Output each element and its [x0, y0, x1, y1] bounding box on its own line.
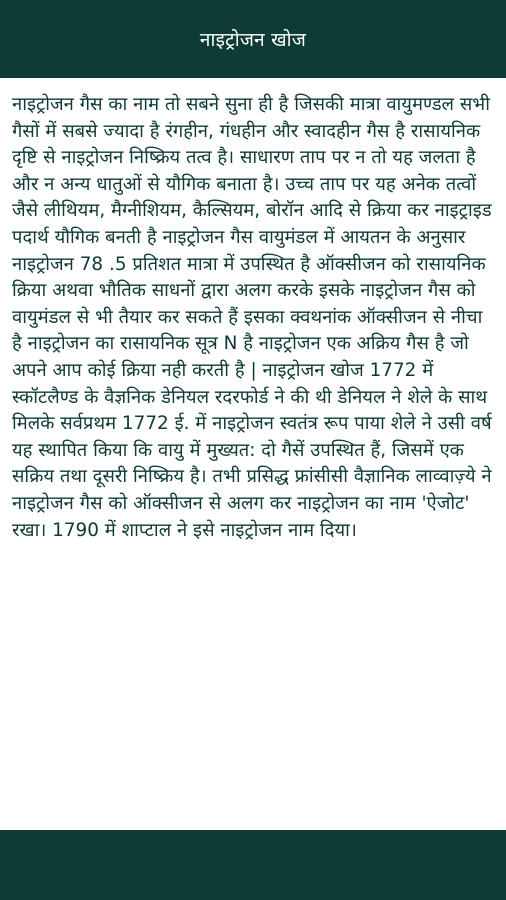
article-content[interactable] [0, 78, 506, 830]
bottom-bar [0, 830, 506, 900]
article-body: नाइट्रोजन गैस का नाम तो सबने सुना ही है जिसकी मात्रा वायुमण्डल सभी गैसों में सबसे ज्यादा है रंगहीन, गंधहीन और स्वादहीन गैस है रासायनिक दृष्टि से नाइट्रोजन निष्क्रिय तत्व है। साधारण ताप पर न तो यह जलता है और न अन्य धातुओं से यौगिक बनाता है। उच्च ताप पर यह अनेक तत्वों जैसे लीथियम, मैग्नीशियम, कैल्सियम, बोरॉन आदि से क्रिया कर नाइट्राइड पदार्थ यौगिक बनती है नाइट्रोजन गैस वायुमंडल में आयतन के अनुसार नाइट्रोजन 78 .5 प्रतिशत मात्रा में उपस्थित है ऑक्सीजन को रासायनिक क्रिया अथवा भौतिक साधनों द्वारा अलग करके इसके नाइट्रोजन गैस को वायुमंडल से भी तैयार कर सकते हैं इसका क्वथनांक ऑक्सीजन से नीचा है नाइट्रोजन का रासायनिक सूत्र N है नाइट्रोजन एक अक्रिय गैस है जो अपने आप कोई क्रिया नही करती है | नाइट्रोजन खोज 1772 में स्कॉटलैण्ड के वैज्ञनिक डेनियल रदरफोर्ड ने की थी डेनियल ने शेले के साथ मिलके सर्वप्रथम 1772 ई. में नाइट्रोजन स्वतंत्र रूप पाया शेले ने उसी वर्ष यह स्थापित किया कि वायु में मुख्यत: दो गैसें उपस्थित हैं, जिसमें एक सक्रिय तथा दूसरी निष्क्रिय है। तभी प्रसिद्ध फ्रांसीसी वैज्ञानिक लाव्वाज़्ये ने नाइट्रोजन गैस को ऑक्सीजन से अलग कर नाइट्रोजन का नाम 'ऐजोट' रखा। 1790 में शाप्टाल ने इसे नाइट्रोजन नाम दिया। [12, 94, 492, 541]
app-bar [0, 0, 506, 78]
page-title: नाइट्रोजन खोज [199, 29, 307, 51]
